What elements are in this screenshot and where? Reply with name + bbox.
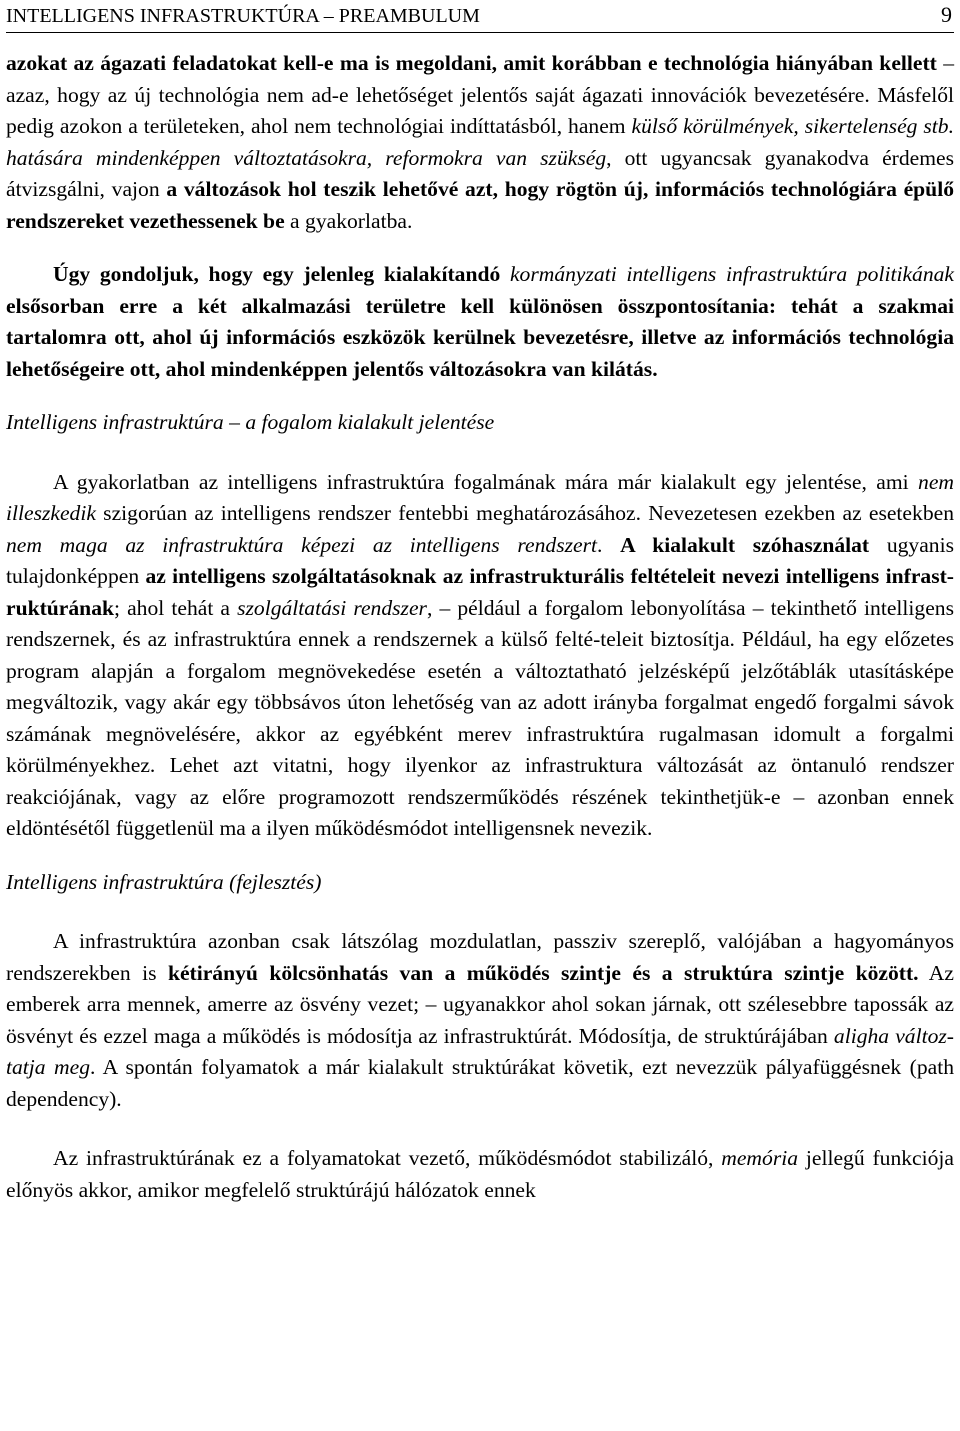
running-header <box>6 0 954 33</box>
text-span: ; ahol tehát a <box>114 595 238 620</box>
italic-span: nem illeszkedik <box>6 469 954 525</box>
running-title: INTELLIGENS INFRASTRUKTÚRA – PREAMBULUM <box>6 5 480 27</box>
section-heading-2: Intelligens infrastruktúra (fejlesztés) <box>6 869 322 894</box>
italic-span: nem maga az infrastruktúra képezi az intelligens rendszert <box>6 532 597 557</box>
italic-span: kormányzati intelligens infrastruktúra politikának <box>509 262 954 286</box>
text-span: – azaz, hogy az új technológia nem ad-e lehetőséget jelentős saját ágazati innovációk bevezetésére. Másfelől pedig azokon a területeken, ahol nem technológiai indíttatásból, hanem <box>6 51 954 138</box>
text-span: Az emberek arra mennek, amerre az ösvény vezet; – ugyanakkor ahol sokan járnak, ott szélesebbre tapossák az ösvényt és ezzel maga a működés is módosítja az infrastruktúrát. Módosítja, de struktúrájában <box>6 960 954 1048</box>
text-span: A infrastruktúra azonban csak látszólag mozdulatlan, passziv szereplő, valójában a hagyományos rendszerekben is <box>6 929 954 985</box>
text-span: a gyakorlatba. <box>284 208 413 233</box>
bold-span: elsősorban erre a két alkalmazási területre kell különösen összpontosítania: tehát a szakmai tartalomra ott, ahol új információs eszközök kerülnek bevezetésre, illetve az információs technológia lehetőségeire ott, ahol mindenképpen jelentős változásokra van kilátás. <box>6 293 954 381</box>
text-span: A gyakorlatban az intelligens infrastruktúra fogalmának mára már kialakult egy jelentése, ami <box>53 469 919 494</box>
paragraph-3 <box>6 467 954 845</box>
text-span: szigorúan az intelligens rendszer fentebbi meghatározásához. Nevezetesen ezekben az esetekben <box>95 501 954 525</box>
bold-span: Úgy gondoljuk, hogy egy jelenleg kialakítandó <box>53 262 510 286</box>
bold-span: a változások hol teszik lehetővé azt, hogy rögtön új, információs technológiára épülő rendszereket vezethessenek be <box>6 177 954 233</box>
italic-span: szolgáltatási rendszer <box>237 595 427 620</box>
text-span: . <box>597 532 621 557</box>
bold-span: az intelligens szolgáltatásoknak az infrastrukturális feltételeit nevezi intelligens infrastruktúrának <box>6 564 954 620</box>
text-span: , – például a forgalom lebonyolítása – tekinthető intelligens rendszernek, és az infrastruktúra ennek a rendszernek a külső felté-teleit biztosítja. Például, ha egy előzetes program alapján a forgalom megnövekedése esetén a változtatható jelzésképű jelzőtáblák utasításképe megváltozik, vagy akár egy többsávos úton lehetőség van az adott irányba forgalmat engedő forgalmi sávok számának megnövelésére, akkor az egyébként merev infrastruktúra rugalmasan idomult a forgalmi körülményekhez. Lehet azt vitatni, hogy ilyenkor az infrastruktura változását az öntanuló rendszer reakciójának, vagy az előre programozott rendszerműködés részének tekinthetjük-e – azonban ennek eldöntésétől függetlenül ma a ilyen működésmódot intelligensnek nevezik. <box>6 595 954 840</box>
italic-span: aligha változtatja meg <box>6 1023 954 1079</box>
bold-span: kétirányú kölcsönhatás van a működés szintje és a struktúra szintje között. <box>167 960 919 985</box>
bold-span: A kialakult szóhasználat <box>620 532 870 557</box>
text-span: . A spontán folyamatok a már kialakult struktúrákat követik, ezt nevezzük pályafüggésnek (path dependency). <box>6 1055 955 1111</box>
italic-span: külső körülmények, sikertelenség stb. <box>631 114 954 138</box>
italic-span: hatására mindenképpen változtatásokra, reformokra van szükség <box>6 145 607 170</box>
text-span: ugyanis tulajdonképpen <box>6 532 955 588</box>
paragraph-2 <box>6 259 954 385</box>
section-heading-1: Intelligens infrastruktúra – a fogalom kialakult jelentése <box>6 410 495 434</box>
paragraph-1 <box>6 48 954 237</box>
page-body <box>6 48 954 1206</box>
bold-span: azokat az ágazati feladatokat kell-e ma is megoldani, amit korábban e technológia hiányában kellett <box>6 51 937 75</box>
paragraph-5 <box>6 1143 954 1206</box>
text-span: jellegű funkciója előnyös akkor, amikor megfelelő struktúrájú hálózatok ennek <box>6 1146 954 1202</box>
text-span: , ott ugyancsak gyanakodva érdemes átvizsgálni, vajon <box>6 145 955 201</box>
italic-span: memória <box>721 1146 799 1170</box>
text-span: Az infrastruktúrának ez a folyamatokat vezető, működésmódot stabilizáló, <box>53 1146 722 1170</box>
paragraph-4 <box>6 926 954 1115</box>
page-number: 9 <box>941 2 952 27</box>
